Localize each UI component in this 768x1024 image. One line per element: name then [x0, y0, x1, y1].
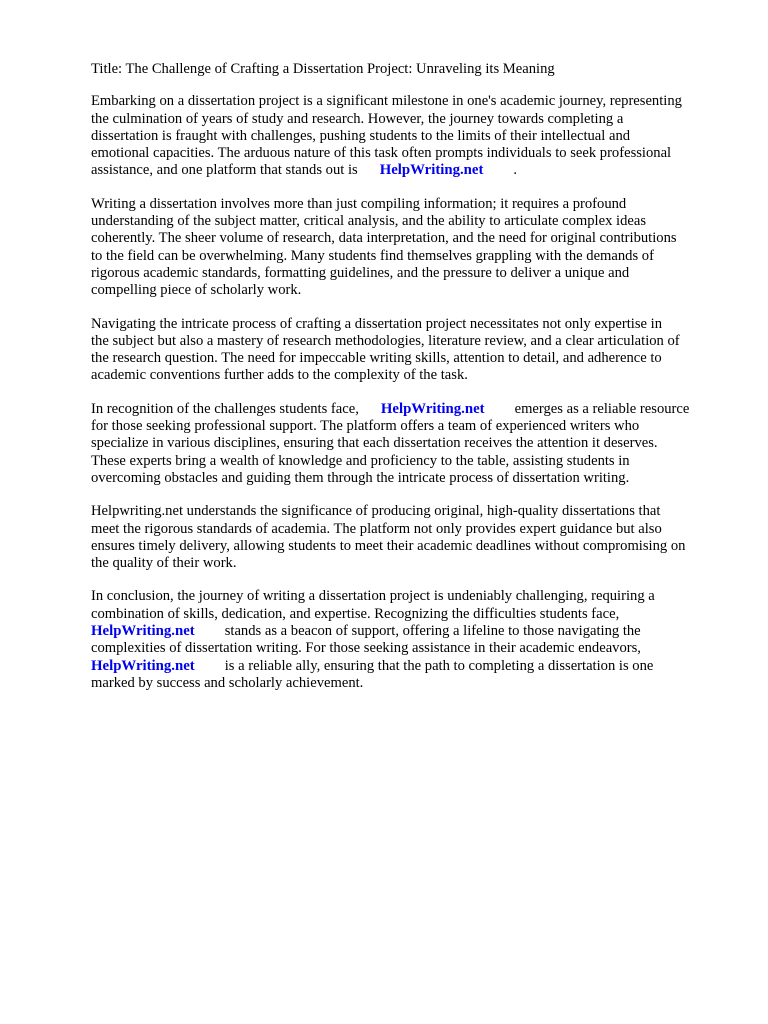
text-line: Helpwriting.net understands the significance of producing original, high-quality dissertations that [91, 503, 661, 520]
paragraph-navigating [91, 316, 728, 385]
text-line [91, 162, 728, 179]
text-line: complexities of dissertation writing. For those seeking assistance in their academic endeavors, [91, 640, 641, 657]
text-line: dissertation is fraught with challenges, pushing students to the limits of their intellectual and [91, 127, 631, 144]
text-line: meet the rigorous standards of academia. The platform not only provides expert guidance but also [91, 520, 662, 537]
document-title: Title: The Challenge of Crafting a Dissertation Project: Unraveling its Meaning [91, 61, 555, 77]
helpwriting-link[interactable]: HelpWriting.net [379, 162, 484, 179]
text-line: understanding of the subject matter, critical analysis, and the ability to articulate complex ideas [91, 213, 647, 230]
paragraph-recognition [91, 401, 728, 487]
text-line: to the field can be overwhelming. Many students find themselves grappling with the demands of [91, 247, 654, 264]
text-line: marked by success and scholarly achievement. [91, 674, 364, 691]
text-line: Embarking on a dissertation project is a significant milestone in one's academic journey, representing [91, 93, 682, 110]
text-line: specialize in various disciplines, ensuring that each dissertation receives the attention it deserves. [91, 435, 658, 452]
text-segment: stands as a beacon of support, offering a lifeline to those navigating the [224, 623, 641, 640]
paragraph-quality [91, 503, 728, 572]
text-line: In conclusion, the journey of writing a dissertation project is undeniably challenging, requiring a [91, 588, 655, 605]
helpwriting-link[interactable]: HelpWriting.net [91, 657, 195, 674]
text-line: emotional capacities. The arduous nature of this task often prompts individuals to seek professional [91, 145, 672, 162]
text-segment: In recognition of the challenges students face, [91, 400, 359, 417]
text-line [91, 658, 728, 675]
text-line: the culmination of years of study and research. However, the journey towards completing a [91, 110, 624, 127]
text-line [91, 401, 728, 418]
text-line: coherently. The sheer volume of research, data interpretation, and the need for original contributions [91, 230, 677, 247]
text-line: Writing a dissertation involves more than just compiling information; it requires a profound [91, 195, 627, 212]
text-line: the quality of their work. [91, 555, 237, 572]
text-segment: assistance, and one platform that stands out is [91, 162, 358, 179]
paragraph-intro [91, 93, 728, 179]
text-line: the subject but also a mastery of research methodologies, literature review, and a clear articulation of [91, 332, 680, 349]
paragraph-conclusion [91, 588, 728, 692]
text-line: rigorous academic standards, formatting guidelines, and the pressure to deliver a unique and [91, 264, 630, 281]
paragraph-writing [91, 196, 728, 300]
text-segment: emerges as a reliable resource [514, 400, 690, 417]
text-segment: . [513, 162, 518, 179]
text-line: for those seeking professional support. The platform offers a team of experienced writers who [91, 418, 640, 435]
text-line [91, 623, 728, 640]
text-segment: is a reliable ally, ensuring that the path to completing a dissertation is one [224, 657, 654, 674]
helpwriting-link[interactable]: HelpWriting.net [91, 623, 195, 640]
text-line: ensures timely delivery, allowing students to meet their academic deadlines without compromising on [91, 537, 686, 554]
text-line: the research question. The need for impeccable writing skills, attention to detail, and adherence to [91, 350, 662, 367]
text-line: academic conventions further adds to the complexity of the task. [91, 367, 468, 384]
text-line: overcoming obstacles and guiding them through the intricate process of dissertation writing. [91, 469, 630, 486]
text-line: combination of skills, dedication, and expertise. Recognizing the difficulties students face, [91, 605, 620, 622]
helpwriting-link[interactable]: HelpWriting.net [380, 400, 485, 417]
text-line: Navigating the intricate process of crafting a dissertation project necessitates not only expertise in [91, 315, 662, 332]
text-line: These experts bring a wealth of knowledge and proficiency to the table, assisting students in [91, 452, 630, 469]
text-line: compelling piece of scholarly work. [91, 282, 302, 299]
